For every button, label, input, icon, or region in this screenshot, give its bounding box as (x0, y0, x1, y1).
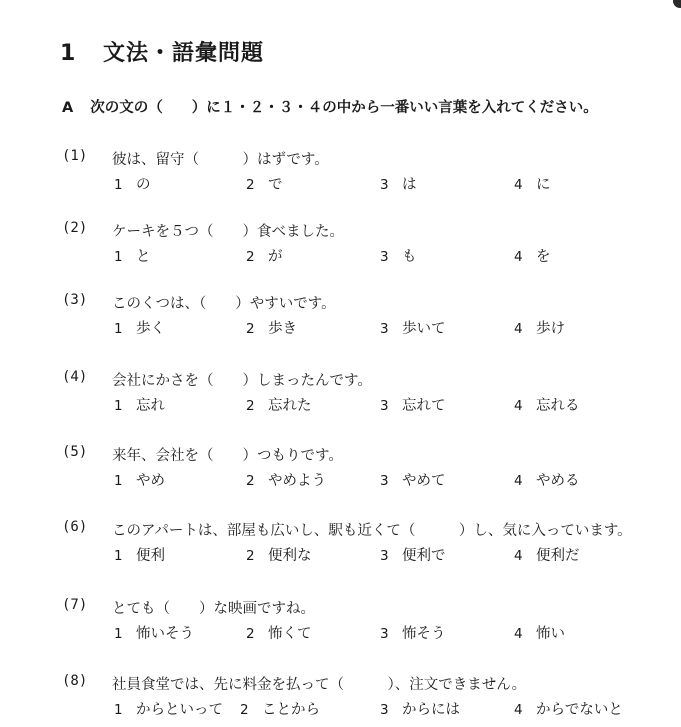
section-title (60, 36, 264, 67)
option-4: 4 怖い (514, 626, 565, 642)
section-number: 1 (60, 41, 77, 66)
option-1: 1 便利 (114, 548, 165, 564)
question-text: 社員食堂では、先に料金を払って（ ）、注文できません。 (112, 677, 527, 693)
question-number: (6) (62, 519, 88, 535)
question-number: (1) (62, 148, 88, 164)
option-2: 2 で (246, 177, 283, 193)
question-number: (5) (62, 444, 88, 460)
question-1 (0, 148, 681, 202)
option-3: 3 怖そう (380, 626, 446, 642)
option-3: 3 も (380, 249, 417, 265)
question-text: 会社にかさを（ ）しまったんです。 (112, 373, 372, 389)
question-text: とても（ ）な映画ですね。 (112, 601, 315, 617)
option-2: 2 が (246, 249, 283, 265)
question-number: (2) (62, 220, 88, 236)
option-1: 1 忘れ (114, 398, 165, 414)
question-text: このくつは、（ ）やすいです。 (112, 296, 336, 312)
option-4: 4 忘れる (514, 398, 580, 414)
question-3 (0, 292, 681, 346)
option-3: 3 やめて (380, 473, 446, 489)
option-1: 1 やめ (114, 473, 165, 489)
question-number: (7) (62, 597, 88, 613)
option-4: 4 やめる (514, 473, 580, 489)
option-1: 1 歩く (114, 321, 165, 337)
question-number: (8) (62, 673, 88, 689)
option-4: 4 便利だ (514, 548, 580, 564)
option-2: 2 歩き (246, 321, 297, 337)
question-number: (4) (62, 369, 88, 385)
option-2: 2 忘れた (246, 398, 312, 414)
question-text: ケーキを５つ（ ）食べました。 (112, 224, 344, 240)
option-4: 4 歩け (514, 321, 565, 337)
option-3: 3 便利で (380, 548, 446, 564)
question-6 (0, 519, 681, 573)
corner-mark (673, 0, 681, 8)
question-5 (0, 444, 681, 498)
question-4 (0, 369, 681, 423)
question-text: 彼は、留守（ ）はずです。 (112, 152, 329, 168)
option-2: 2 怖くて (246, 626, 312, 642)
option-4: 4 に (514, 177, 551, 193)
question-number: (3) (62, 292, 88, 308)
option-4: 4 からでないと (514, 702, 623, 718)
option-2: 2 やめよう (246, 473, 326, 489)
question-text: このアパートは、部屋も広いし、駅も近くて（ ）し、気に入っています。 (112, 523, 632, 539)
instruction-part-label: A (62, 100, 74, 116)
option-3: 3 からには (380, 702, 460, 718)
option-2: 2 便利な (246, 548, 312, 564)
option-1: 1 怖いそう (114, 626, 194, 642)
option-1: 1 からといって (114, 702, 223, 718)
question-7 (0, 597, 681, 651)
instruction-text: 次の文の（ ）に１・２・３・４の中から一番いい言葉を入れてください。 (90, 100, 598, 116)
option-3: 3 は (380, 177, 417, 193)
option-3: 3 忘れて (380, 398, 446, 414)
question-text: 来年、会社を（ ）つもりです。 (112, 448, 343, 464)
question-2 (0, 220, 681, 274)
instruction (62, 96, 598, 117)
question-8 (0, 673, 681, 727)
option-1: 1 の (114, 177, 151, 193)
section-heading: 文法・語彙問題 (102, 41, 264, 66)
option-3: 3 歩いて (380, 321, 446, 337)
option-1: 1 と (114, 249, 151, 265)
option-2: 2 ことから (240, 702, 320, 718)
option-4: 4 を (514, 249, 551, 265)
